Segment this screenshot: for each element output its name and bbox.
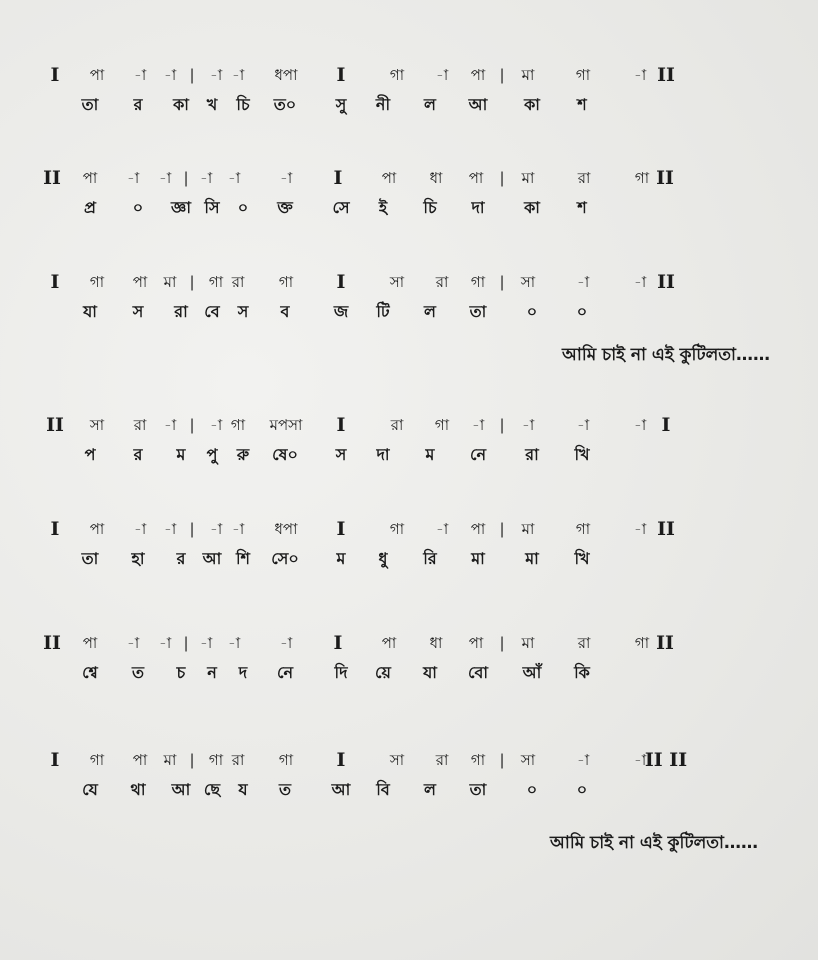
note: -া [521, 416, 535, 434]
note: -া [209, 66, 223, 84]
lyric-syllable: চ [176, 663, 186, 682]
lyric-syllable: থা [130, 780, 146, 799]
lyric-line [0, 292, 818, 332]
bar-line: I [336, 271, 346, 293]
note: গা [278, 273, 294, 291]
bar-line: | [499, 634, 505, 652]
bar-line: I [336, 64, 346, 86]
lyric-syllable: সে [332, 198, 350, 217]
lyric-syllable: আ [171, 780, 191, 799]
lyric-syllable: যা [423, 663, 437, 682]
note: সা [520, 273, 536, 291]
refrain-line: আমি চাই না এই কুটিলতা…… [550, 833, 758, 853]
bar-line: II II [644, 749, 688, 771]
note: পা [82, 634, 98, 652]
note: রা [390, 416, 404, 434]
lyric-syllable: ক্ত [277, 198, 293, 217]
lyric-syllable: ০ [132, 198, 144, 217]
bar-line: I [336, 749, 346, 771]
note: -া [279, 169, 293, 187]
note: -া [126, 634, 140, 652]
bar-line: II [657, 64, 675, 86]
lyric-line [0, 770, 818, 810]
bar-line: | [183, 634, 189, 652]
bar-line: I [336, 518, 346, 540]
bar-line: II [43, 632, 61, 654]
lyric-syllable: দা [471, 198, 485, 217]
note: গা [230, 416, 246, 434]
bar-line: | [499, 169, 505, 187]
note: -া [231, 66, 245, 84]
lyric-syllable: তা [469, 780, 487, 799]
note: পা [132, 273, 148, 291]
lyric-syllable: আঁ [522, 663, 542, 682]
bar-line: I [661, 414, 671, 436]
bar-line: II [46, 414, 64, 436]
lyric-syllable: বি [376, 780, 390, 799]
note: পা [89, 66, 105, 84]
lyric-syllable: আ [468, 95, 488, 114]
bar-line: II [656, 632, 674, 654]
bar-line: | [189, 66, 195, 84]
lyric-syllable: র [133, 445, 143, 464]
note: -া [227, 634, 241, 652]
lyric-syllable: ত [131, 663, 145, 682]
bar-line: | [189, 416, 195, 434]
lyric-syllable: প [84, 445, 96, 464]
lyric-syllable: রা [525, 445, 539, 464]
note: মা [521, 169, 535, 187]
bar-line: | [499, 416, 505, 434]
lyric-syllable: আ [331, 780, 351, 799]
bar-line: I [336, 414, 346, 436]
lyric-syllable: যা [83, 302, 97, 321]
note: -া [163, 416, 177, 434]
note: গা [434, 416, 450, 434]
note: সা [389, 751, 405, 769]
note: গা [575, 520, 591, 538]
bar-line: | [499, 273, 505, 291]
lyric-syllable: ল [424, 780, 436, 799]
note: রা [435, 273, 449, 291]
note: -া [576, 751, 590, 769]
bar-line: I [50, 749, 60, 771]
lyric-line [0, 188, 818, 228]
note: সা [89, 416, 105, 434]
note: রা [435, 751, 449, 769]
note: -া [435, 520, 449, 538]
lyric-syllable: বো [467, 663, 489, 682]
note: মা [521, 634, 535, 652]
bar-line: I [50, 518, 60, 540]
note: গা [470, 751, 486, 769]
note: গা [575, 66, 591, 84]
lyric-syllable: র [133, 95, 143, 114]
note: গা [389, 520, 405, 538]
lyric-syllable: নে [469, 445, 487, 464]
note: -া [133, 520, 147, 538]
note: সা [520, 751, 536, 769]
note: গা [278, 751, 294, 769]
bar-line: | [189, 751, 195, 769]
note: পা [468, 634, 484, 652]
note: গা [89, 751, 105, 769]
note: মপসা [269, 416, 303, 434]
lyric-syllable: সে০ [271, 549, 299, 568]
lyric-syllable: সু [335, 95, 347, 114]
note: -া [227, 169, 241, 187]
note: গা [634, 169, 650, 187]
bar-line: I [50, 64, 60, 86]
note: -া [633, 416, 647, 434]
lyric-syllable: র [176, 549, 186, 568]
lyric-syllable: প্র [84, 198, 96, 217]
lyric-line [0, 653, 818, 693]
note: পা [89, 520, 105, 538]
note: পা [82, 169, 98, 187]
lyric-syllable: য়ে [375, 663, 391, 682]
note: গা [389, 66, 405, 84]
note: পা [132, 751, 148, 769]
lyric-syllable: শ [577, 198, 587, 217]
lyric-syllable: মা [525, 549, 539, 568]
lyric-syllable: যে [82, 780, 98, 799]
bar-line: II [43, 167, 61, 189]
lyric-syllable: শি [235, 549, 251, 568]
lyric-syllable: স [132, 302, 144, 321]
note: -া [126, 169, 140, 187]
lyric-syllable: টি [376, 302, 390, 321]
lyric-syllable: দি [334, 663, 348, 682]
note: গা [634, 634, 650, 652]
note: রা [231, 273, 245, 291]
lyric-syllable: ল [424, 302, 436, 321]
lyric-syllable: ব [280, 302, 290, 321]
note: -া [209, 520, 223, 538]
lyric-syllable: ম [176, 445, 186, 464]
lyric-syllable: নে [276, 663, 294, 682]
note: -া [435, 66, 449, 84]
lyric-syllable: আ [202, 549, 222, 568]
note: ধপা [274, 66, 298, 84]
note: -া [576, 416, 590, 434]
lyric-syllable: ম [425, 445, 435, 464]
note: -া [576, 273, 590, 291]
lyric-syllable: ০ [576, 302, 588, 321]
lyric-syllable: খি [574, 549, 590, 568]
lyric-syllable: ছে [203, 780, 221, 799]
lyric-syllable: তা [81, 95, 99, 114]
lyric-syllable: রা [174, 302, 188, 321]
lyric-syllable: ল [424, 95, 436, 114]
lyric-syllable: রি [423, 549, 437, 568]
lyric-syllable: হা [131, 549, 145, 568]
note: -া [163, 520, 177, 538]
note: রা [577, 169, 591, 187]
lyric-syllable: চি [236, 95, 250, 114]
lyric-syllable: ম [336, 549, 346, 568]
bar-line: | [499, 66, 505, 84]
lyric-syllable: ০ [526, 780, 538, 799]
lyric-syllable: তা [469, 302, 487, 321]
lyric-syllable: ধু [378, 549, 388, 568]
lyric-line [0, 85, 818, 125]
bar-line: | [189, 273, 195, 291]
note: পা [470, 66, 486, 84]
bar-line: I [50, 271, 60, 293]
lyric-syllable: ত০ [273, 95, 297, 114]
lyric-syllable: দ [238, 663, 248, 682]
note: পা [381, 169, 397, 187]
bar-line: | [189, 520, 195, 538]
bar-line: | [499, 520, 505, 538]
note: -া [133, 66, 147, 84]
note: -া [231, 520, 245, 538]
note: -া [209, 416, 223, 434]
note: -া [279, 634, 293, 652]
lyric-syllable: জ [333, 302, 349, 321]
lyric-syllable: দা [376, 445, 390, 464]
lyric-syllable: স [335, 445, 347, 464]
lyric-syllable: য [238, 780, 248, 799]
note: -া [158, 634, 172, 652]
lyric-syllable: কা [173, 95, 189, 114]
lyric-syllable: ০ [526, 302, 538, 321]
note: গা [89, 273, 105, 291]
note: রা [577, 634, 591, 652]
note: -া [199, 634, 213, 652]
lyric-syllable: শ [577, 95, 587, 114]
lyric-syllable: জ্ঞা [171, 198, 191, 217]
lyric-syllable: স [237, 302, 249, 321]
note: মা [521, 66, 535, 84]
note: সা [389, 273, 405, 291]
lyric-syllable: নী [375, 95, 391, 114]
note: -া [633, 751, 647, 769]
bar-line: | [499, 751, 505, 769]
lyric-syllable: ই [378, 198, 388, 217]
note: রা [133, 416, 147, 434]
refrain-line: আমি চাই না এই কুটিলতা…… [562, 345, 770, 365]
note: ধা [429, 634, 443, 652]
note: মা [521, 520, 535, 538]
lyric-syllable: খি [574, 445, 590, 464]
bar-line: I [333, 632, 343, 654]
bar-line: I [333, 167, 343, 189]
note: -া [199, 169, 213, 187]
note: ধপা [274, 520, 298, 538]
lyric-syllable: কি [574, 663, 590, 682]
note: -া [633, 66, 647, 84]
bar-line: II [656, 167, 674, 189]
lyric-syllable: ষে০ [272, 445, 298, 464]
note: গা [208, 751, 224, 769]
lyric-syllable: রু [236, 445, 250, 464]
note: -া [158, 169, 172, 187]
lyric-syllable: শ্বে [82, 663, 98, 682]
lyric-syllable: তা [81, 549, 99, 568]
lyric-syllable: পু [206, 445, 218, 464]
note: গা [208, 273, 224, 291]
lyric-syllable: ত [278, 780, 292, 799]
lyric-syllable: চি [423, 198, 437, 217]
lyric-syllable: ০ [237, 198, 249, 217]
lyric-syllable: ০ [576, 780, 588, 799]
bar-line: II [657, 518, 675, 540]
note: মা [163, 273, 177, 291]
lyric-syllable: বে [204, 302, 220, 321]
lyric-line [0, 539, 818, 579]
lyric-syllable: কা [524, 95, 540, 114]
note: পা [470, 520, 486, 538]
lyric-syllable: ন [207, 663, 217, 682]
note: পা [381, 634, 397, 652]
bar-line: | [183, 169, 189, 187]
note: -া [633, 520, 647, 538]
note: -া [633, 273, 647, 291]
note: গা [470, 273, 486, 291]
lyric-syllable: খ [206, 95, 218, 114]
note: -া [471, 416, 485, 434]
note: পা [468, 169, 484, 187]
bar-line: II [657, 271, 675, 293]
lyric-syllable: কা [524, 198, 540, 217]
note: মা [163, 751, 177, 769]
lyric-line [0, 435, 818, 475]
note: রা [231, 751, 245, 769]
note: -া [163, 66, 177, 84]
note: ধা [429, 169, 443, 187]
lyric-syllable: মা [471, 549, 485, 568]
lyric-syllable: সি [204, 198, 220, 217]
